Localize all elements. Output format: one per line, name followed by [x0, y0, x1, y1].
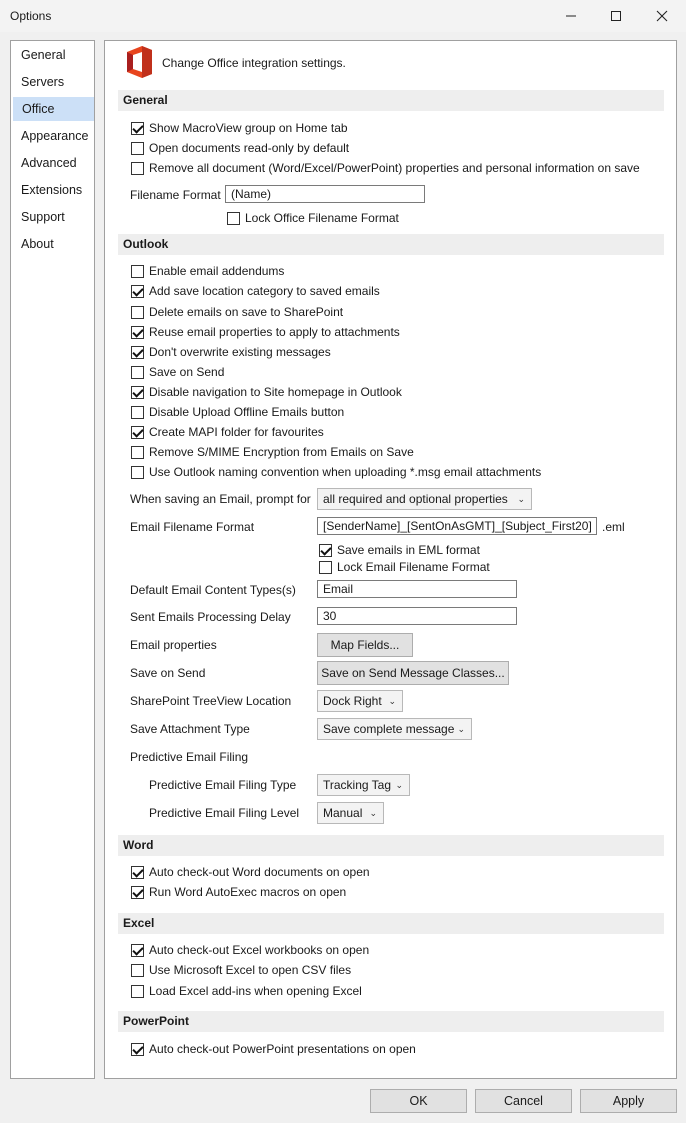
dont-overwrite-checkbox[interactable]	[131, 346, 144, 359]
page-header: Change Office integration settings.	[162, 56, 346, 70]
delay-input[interactable]: 30	[317, 607, 517, 625]
predictive-level-label: Predictive Email Filing Level	[149, 806, 300, 820]
window-title: Options	[10, 9, 52, 23]
checkbox-label: Load Excel add-ins when opening Excel	[149, 984, 362, 998]
predictive-filing-label: Predictive Email Filing	[130, 750, 249, 764]
sidebar-item-about[interactable]: About	[21, 237, 54, 251]
checkbox-label: Delete emails on save to SharePoint	[149, 305, 344, 319]
treeview-location-label: SharePoint TreeView Location	[130, 694, 292, 708]
sidebar-item-general[interactable]: General	[21, 48, 66, 62]
chevron-down-icon: ⌄	[369, 808, 377, 818]
word-autoexec-checkbox[interactable]	[131, 886, 144, 899]
sidebar-item-advanced[interactable]: Advanced	[21, 156, 77, 170]
checkbox-label: Save on Send	[149, 365, 225, 379]
chevron-down-icon: ⌄	[388, 696, 396, 706]
checkbox-label: Lock Office Filename Format	[245, 211, 399, 225]
predictive-type-dropdown[interactable]	[317, 774, 410, 796]
ok-button[interactable]: OK	[370, 1089, 467, 1113]
save-on-send-classes-button[interactable]: Save on Send Message Classes...	[317, 661, 509, 685]
excel-addins-checkbox[interactable]	[131, 985, 144, 998]
checkbox-label: Use Outlook naming convention when uploading *.msg email attachments	[149, 465, 542, 479]
checkbox-label: Disable navigation to Site homepage in Outlook	[149, 385, 402, 399]
section-word: Word	[118, 835, 664, 856]
checkbox-label: Remove S/MIME Encryption from Emails on Save	[149, 445, 414, 459]
filename-format-input[interactable]: (Name)	[225, 185, 425, 203]
content-types-input[interactable]: Email	[317, 580, 517, 598]
sidebar-item-support[interactable]: Support	[21, 210, 65, 224]
checkbox-label: Save emails in EML format	[337, 543, 480, 557]
checkbox-label: Remove all document (Word/Excel/PowerPoint) properties and personal information on save	[149, 161, 640, 175]
create-mapi-folder-checkbox[interactable]	[131, 426, 144, 439]
add-category-checkbox[interactable]	[131, 285, 144, 298]
email-filename-label: Email Filename Format	[130, 520, 255, 534]
sidebar-item-extensions[interactable]: Extensions	[21, 183, 83, 197]
email-properties-label: Email properties	[130, 638, 217, 652]
checkbox-label: Show MacroView group on Home tab	[149, 121, 348, 135]
attachment-type-value: Save complete message	[323, 722, 455, 736]
prompt-dropdown[interactable]	[317, 488, 532, 510]
minimize-icon	[565, 10, 577, 22]
close-button[interactable]	[639, 0, 685, 32]
excel-csv-checkbox[interactable]	[131, 964, 144, 977]
remove-smime-checkbox[interactable]	[131, 446, 144, 459]
checkbox-label: Run Word AutoExec macros on open	[149, 885, 347, 899]
lock-office-filename-checkbox[interactable]	[227, 212, 240, 225]
enable-addendums-checkbox[interactable]	[131, 265, 144, 278]
lock-email-filename-checkbox[interactable]	[319, 561, 332, 574]
checkbox-label: Use Microsoft Excel to open CSV files	[149, 963, 352, 977]
section-excel: Excel	[118, 913, 664, 934]
outlook-naming-checkbox[interactable]	[131, 466, 144, 479]
checkbox-label: Auto check-out Excel workbooks on open	[149, 943, 370, 957]
sidebar-item-appearance[interactable]: Appearance	[21, 129, 89, 143]
checkbox-label: Disable Upload Offline Emails button	[149, 405, 345, 419]
predictive-type-value: Tracking Tag	[323, 778, 392, 792]
predictive-level-dropdown[interactable]	[317, 802, 384, 824]
checkbox-label: Create MAPI folder for favourites	[149, 425, 324, 439]
powerpoint-checkout-checkbox[interactable]	[131, 1043, 144, 1056]
sidebar-item-office[interactable]: Office	[13, 97, 94, 121]
attachment-type-label: Save Attachment Type	[130, 722, 250, 736]
section-powerpoint: PowerPoint	[118, 1011, 664, 1032]
email-filename-input[interactable]: [SenderName]_[SentOnAsGMT]_[Subject_First20]	[317, 517, 597, 535]
checkbox-label: Auto check-out PowerPoint presentations on open	[149, 1042, 416, 1056]
sidebar-item-servers[interactable]: Servers	[21, 75, 65, 89]
minimize-button[interactable]	[548, 0, 594, 32]
treeview-location-value: Dock Right	[323, 694, 382, 708]
prompt-dropdown-value: all required and optional properties	[323, 492, 508, 506]
sidebar	[10, 40, 95, 1079]
map-fields-button[interactable]: Map Fields...	[317, 633, 413, 657]
disable-upload-offline-checkbox[interactable]	[131, 406, 144, 419]
title-bar	[0, 0, 686, 32]
content-types-label: Default Email Content Types(s)	[130, 583, 296, 597]
checkbox-label: Enable email addendums	[149, 264, 285, 278]
filename-format-label: Filename Format	[130, 188, 221, 202]
checkbox-label: Open documents read-only by default	[149, 141, 350, 155]
attachment-type-dropdown[interactable]	[317, 718, 472, 740]
prompt-label: When saving an Email, prompt for	[130, 492, 311, 506]
predictive-level-value: Manual	[323, 806, 363, 820]
save-on-send-label: Save on Send	[130, 666, 206, 680]
show-macroview-checkbox[interactable]	[131, 122, 144, 135]
chevron-down-icon: ⌄	[395, 780, 403, 790]
excel-checkout-checkbox[interactable]	[131, 944, 144, 957]
remove-properties-checkbox[interactable]	[131, 162, 144, 175]
close-icon	[656, 10, 668, 22]
open-readonly-checkbox[interactable]	[131, 142, 144, 155]
apply-button[interactable]: Apply	[580, 1089, 677, 1113]
treeview-location-dropdown[interactable]	[317, 690, 403, 712]
chevron-down-icon: ⌄	[517, 494, 525, 504]
checkbox-label: Add save location category to saved emails	[149, 284, 380, 298]
maximize-icon	[610, 10, 622, 22]
save-eml-checkbox[interactable]	[319, 544, 332, 557]
checkbox-label: Don't overwrite existing messages	[149, 345, 331, 359]
email-filename-ext: .eml	[602, 520, 625, 534]
predictive-type-label: Predictive Email Filing Type	[149, 778, 297, 792]
delay-label: Sent Emails Processing Delay	[130, 610, 291, 624]
checkbox-label: Lock Email Filename Format	[337, 560, 490, 574]
checkbox-label: Reuse email properties to apply to attachments	[149, 325, 400, 339]
disable-navigation-checkbox[interactable]	[131, 386, 144, 399]
checkbox-label: Auto check-out Word documents on open	[149, 865, 370, 879]
section-general: General	[118, 90, 664, 111]
reuse-properties-checkbox[interactable]	[131, 326, 144, 339]
section-outlook: Outlook	[118, 234, 664, 255]
delete-emails-checkbox[interactable]	[131, 306, 144, 319]
chevron-down-icon: ⌄	[457, 724, 465, 734]
save-on-send-checkbox[interactable]	[131, 366, 144, 379]
maximize-button[interactable]	[593, 0, 639, 32]
word-checkout-checkbox[interactable]	[131, 866, 144, 879]
office-logo-icon	[124, 45, 154, 79]
cancel-button[interactable]: Cancel	[475, 1089, 572, 1113]
